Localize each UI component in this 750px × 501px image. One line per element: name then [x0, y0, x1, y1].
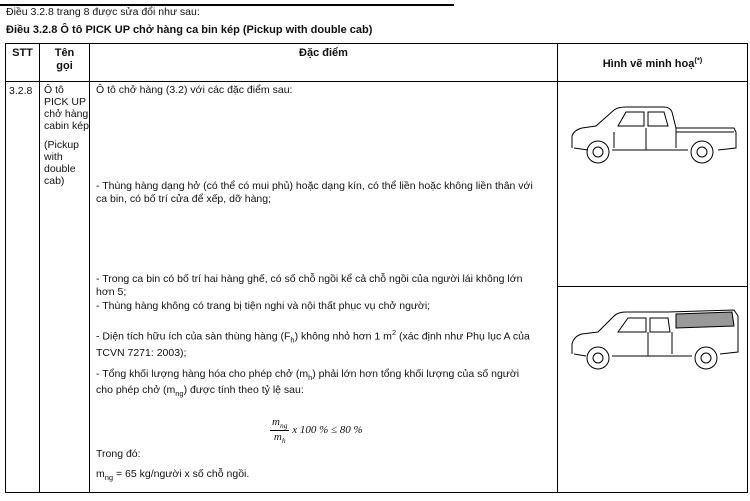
row-name-vi: Ô tô PICK UP chở hàng cabin kép: [44, 84, 89, 132]
header-illustration-label: Hình vẽ minh hoạ: [602, 57, 695, 70]
payload-text-b: ) phải lớn hơn tổng khối lượng của số người cho phép chở (m: [96, 368, 520, 397]
header-name-line2: gọi: [56, 60, 73, 72]
floor-area-text-c: (xác định như Phụ lục A của TCVN 7271: 2003);: [96, 330, 530, 359]
pickup-truck-drawing-2: [568, 296, 740, 382]
payload-sub2: ng: [175, 389, 184, 399]
mng-sub: ng: [104, 473, 114, 483]
payload-sub1: h: [308, 373, 313, 383]
formula-num: m: [272, 416, 280, 428]
floor-area-text-a: - Diện tích hữu ích của sàn thùng hàng (F: [96, 330, 291, 343]
article-heading: Điều 3.2.8 Ô tô PICK UP chở hàng ca bin kép (Pickup with double cab): [6, 24, 373, 36]
illustration-divider: [558, 286, 747, 287]
header-name-line1: Tên: [54, 47, 75, 59]
floor-area-sub: h: [290, 335, 295, 345]
header-stt: STT: [6, 44, 40, 82]
payload-text-a: - Tổng khối lượng hàng hóa cho phép chở (m: [96, 368, 309, 380]
mng-symbol: m: [96, 468, 105, 480]
vehicle-definition-table: [5, 43, 748, 493]
floor-area-text-b: ) không nhỏ hơn 1 m: [294, 330, 392, 343]
feature-seating: - Trong ca bin có bố trí hai hàng ghế, có số chỗ ngồi kể cả chỗ ngồi của người lái không lớn hơn 5;: [96, 273, 523, 298]
pickup-truck-drawing-1: [568, 92, 740, 174]
feature-no-amenities: - Thùng hàng không có trang bị tiện nghi và nội thất phục vụ chở người;: [96, 300, 431, 312]
mng-text: = 65 kg/người x số chỗ ngồi.: [113, 468, 250, 480]
payload-text-c: ) được tính theo tỷ lệ sau:: [183, 384, 304, 397]
header-features: Đặc điểm: [90, 44, 558, 82]
feature-floor-area: [96, 326, 536, 360]
formula-num-sub: ng: [279, 421, 288, 431]
header-name: [40, 44, 90, 82]
features-intro: Ô tô chở hàng (3.2) với các đặc điểm sau:: [96, 84, 293, 96]
feature-cargo-box: - Thùng hàng dạng hở (có thể có mui phủ) hoặc dạng kín, có thể liền hoặc không liền thân với ca bin, có bố trí cửa để xếp, dỡ hàng;: [96, 180, 533, 205]
floor-area-sup: 2: [391, 328, 397, 337]
formula-fraction: [270, 416, 289, 445]
header-illustration: [558, 44, 748, 82]
formula-rest: x 100 % ≤ 80 %: [292, 424, 363, 437]
mng-definition: [96, 468, 536, 484]
row-features: [90, 82, 558, 493]
where-label: Trong đó:: [96, 448, 141, 460]
feature-payload: [96, 368, 536, 400]
row-illustration: [558, 82, 748, 493]
row-name-en: (Pickup with double cab): [44, 139, 80, 187]
amendment-note: Điều 3.2.8 trang 8 được sửa đổi như sau:: [6, 6, 200, 18]
row-name: [40, 82, 90, 493]
formula-den-sub: h: [281, 436, 286, 446]
header-row: [6, 44, 748, 82]
formula-den: m: [273, 431, 282, 444]
header-illustration-mark: (*): [694, 55, 703, 64]
table-row: [6, 82, 748, 493]
row-stt: 3.2.8: [6, 82, 40, 493]
ratio-formula: [270, 416, 363, 445]
